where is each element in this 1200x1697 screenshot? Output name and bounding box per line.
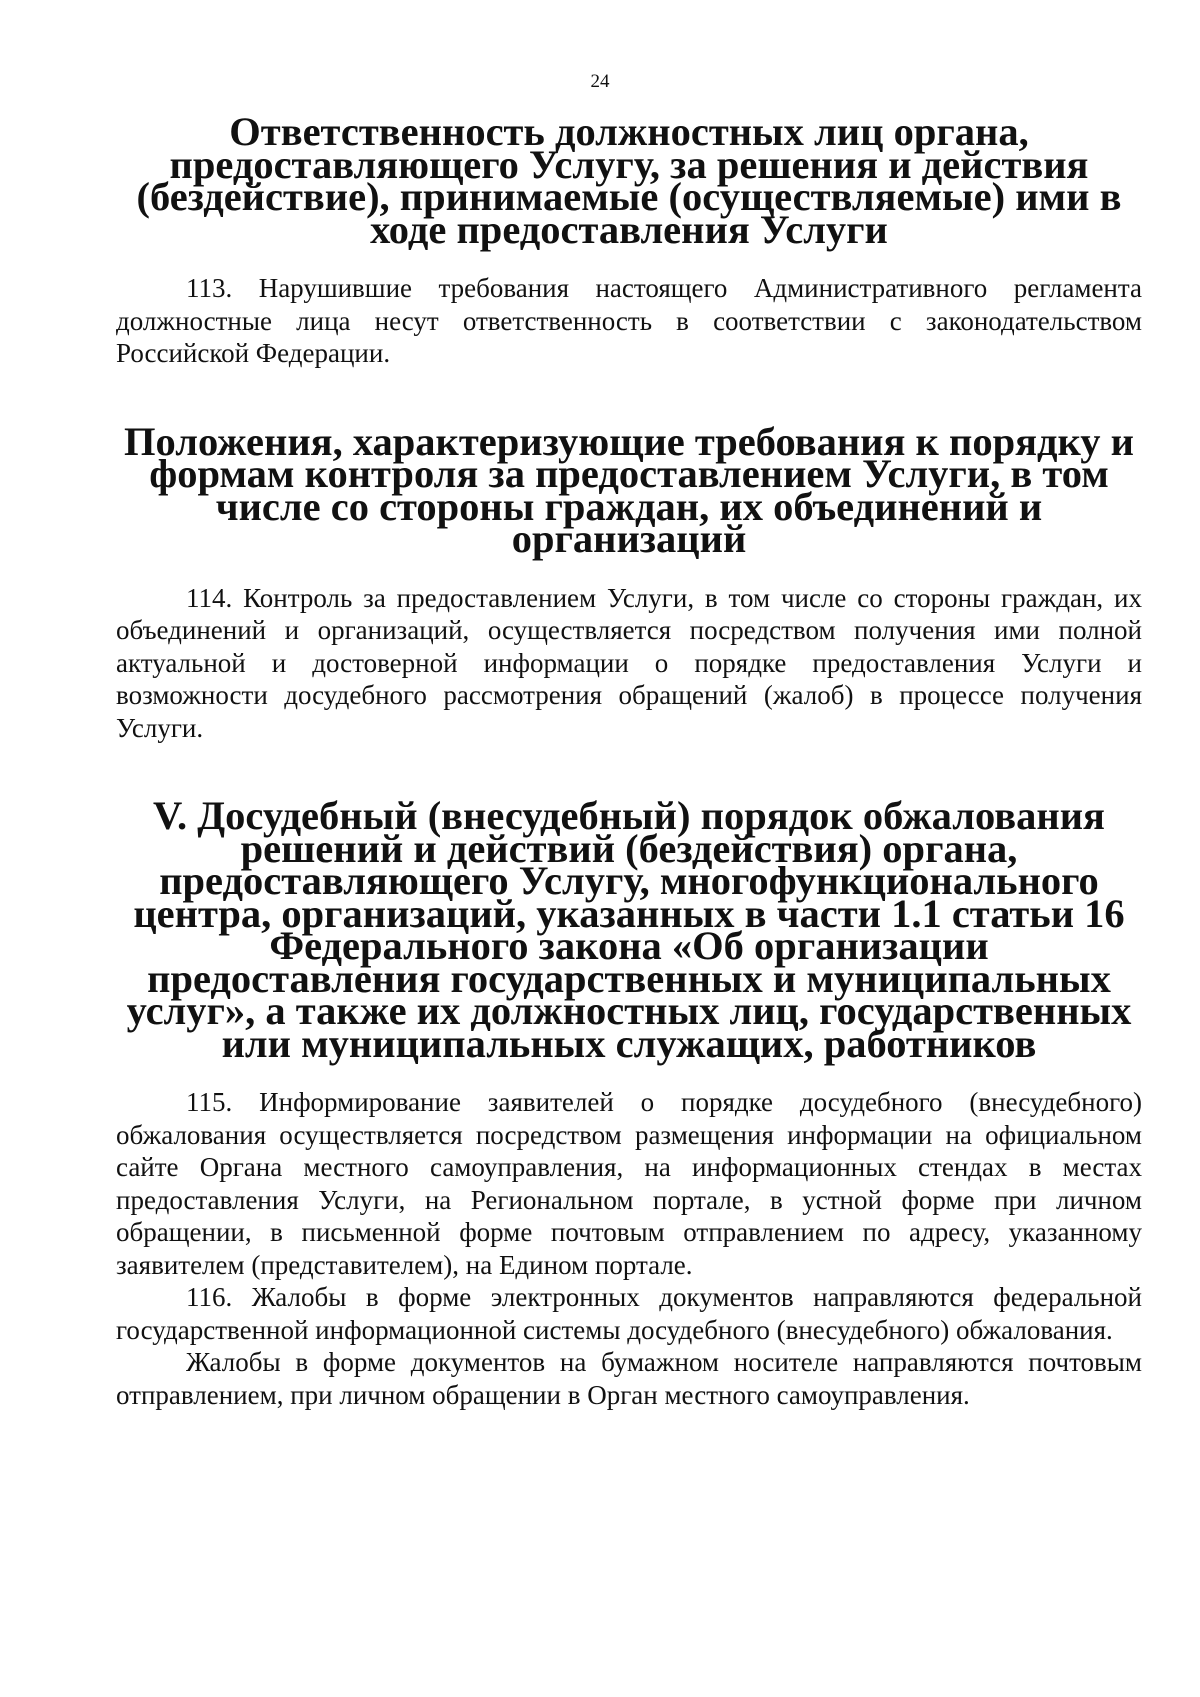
paragraph-113: 113. Нарушившие требования настоящего Административного регламента должностные лица несут ответственность в соответствии с законодательством Российской Федерации. [116,273,1142,368]
section-heading-appeal: V. Досудебный (внесудебный) порядок обжалования решений и действий (бездействия) органа, предоставляющего Услугу, многофункционального центра, организаций, указанных в части 1.1 статьи 16 Федерального закона «Об организации предоставления государственных и муниципальных услуг», а также их должностных лиц, государственных или муниципальных служащих, работников [126,793,1132,1066]
paragraph-115: 115. Информирование заявителей о порядке досудебного (внесудебного) обжалования осуществляется посредством размещения информации на официальном сайте Органа местного самоуправления, на информационных стендах в местах предоставления Услуги, на Региональном портале, в устной форме при личном обращении, в письменной форме почтовым отправлением по адресу, указанному заявителем (представителем), на Едином портале. [116,1087,1142,1280]
paragraph-116: 116. Жалобы в форме электронных документов направляются федеральной государственной информационной системы досудебного (внесудебного) обжалования. [116,1282,1142,1345]
paragraph-114: 114. Контроль за предоставлением Услуги, в том числе со стороны граждан, их объединений и организаций, осуществляется посредством получения ими полной актуальной и достоверной информации о порядке предоставления Услуги и возможности досудебного рассмотрения обращений (жалоб) в процессе получения Услуги. [116,582,1142,743]
document-body [116,109,1142,1411]
paragraph-116-continued: Жалобы в форме документов на бумажном носителе направляются почтовым отправлением, при личном обращении в Орган местного самоуправления. [116,1347,1142,1410]
section-heading-responsibility: Ответственность должностных лиц органа, предоставляющего Услугу, за решения и действия (бездействие), принимаемые (осуществляемые) ими в ходе предоставления Услуги [136,109,1122,252]
page-number: 24 [590,71,610,92]
section-heading-control: Положения, характеризующие требования к порядку и формам контроля за предоставлением Услуги, в том числе со стороны граждан, их объединений и организаций [124,418,1134,561]
